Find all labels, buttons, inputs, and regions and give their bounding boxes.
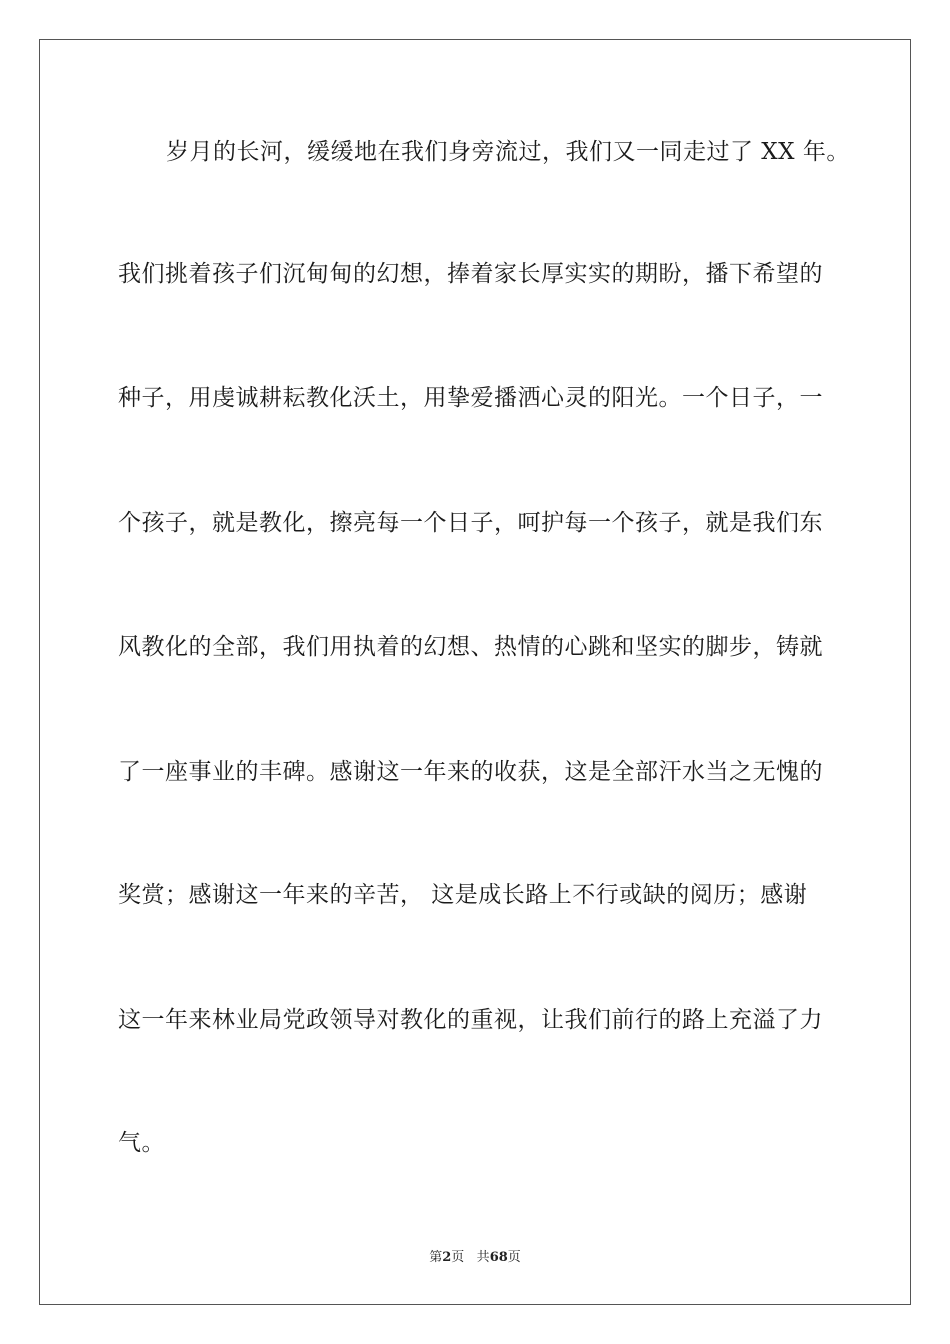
paragraph-line-7: 奖赏；感谢这一年来的辛苦， 这是成长路上不行或缺的阅历；感谢 [118,882,808,908]
page-suffix: 页 [451,1250,465,1265]
paragraph-line-6: 了一座事业的丰碑。感谢这一年来的收获，这是全部汗水当之无愧的 [118,759,823,785]
page-footer [0,1246,950,1265]
total-suffix: 页 [507,1250,521,1265]
paragraph-line-4: 个孩子，就是教化，擦亮每一个日子，呵护每一个孩子，就是我们东 [118,510,823,536]
total-pages: 68 [489,1250,508,1265]
paragraph-line-5: 风教化的全部，我们用执着的幻想、热情的心跳和坚实的脚步，铸就 [118,634,823,660]
page-number: 2 [442,1250,452,1265]
page-prefix: 第 [429,1250,443,1265]
paragraph-line-9: 气。 [118,1130,165,1156]
paragraph-line-1: 岁月的长河，缓缓地在我们身旁流过，我们又一同走过了 XX 年。 [166,139,850,165]
page-border [39,39,911,1305]
total-prefix: 共 [476,1250,490,1265]
paragraph-line-8: 这一年来林业局党政领导对教化的重视，让我们前行的路上充溢了力 [118,1007,823,1033]
paragraph-line-2: 我们挑着孩子们沉甸甸的幻想，捧着家长厚实实的期盼，播下希望的 [118,261,823,287]
paragraph-line-3: 种子，用虔诚耕耘教化沃土，用挚爱播洒心灵的阳光。一个日子，一 [118,385,823,411]
